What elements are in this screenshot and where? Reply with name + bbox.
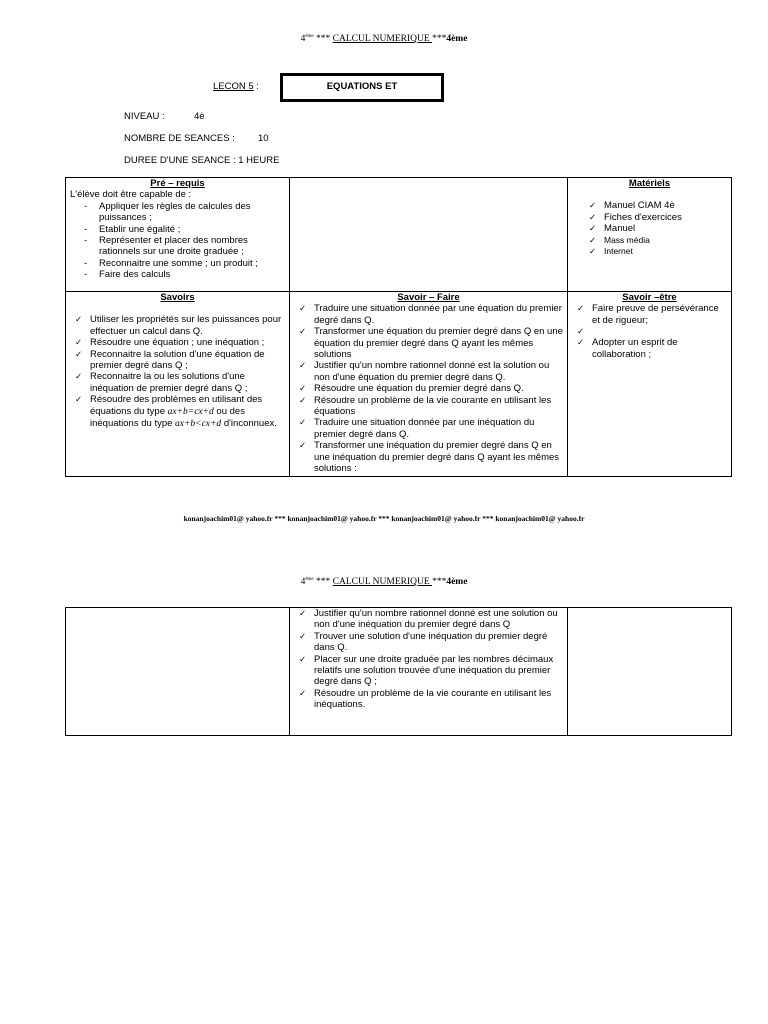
savoirs-text: ou des inéquations du type — [90, 405, 245, 430]
savoirs-text: d'inconnuex. — [221, 418, 277, 430]
table-row — [66, 292, 732, 477]
prerequis-title: Pré – requis — [150, 178, 205, 189]
list-item: - Etablir une égalité ; — [70, 224, 285, 235]
savoirs-text: Résoudre des problèmes en utilisant des équations du type — [90, 394, 263, 417]
niveau-line — [124, 111, 165, 122]
header-grade: 4 — [300, 34, 306, 45]
lesson-table — [65, 177, 732, 477]
equation-formula: ax+b=cx+d — [167, 406, 214, 417]
list-item: ✓ Utiliser les propriétés sur les puissances pour effectuer un calcul dans Q. — [70, 314, 285, 337]
lecon-colon: : — [253, 81, 259, 92]
header-subject: CALCUL NUMERIQUE — [332, 577, 433, 588]
header-stars: *** — [432, 577, 447, 588]
savoir-faire-list — [294, 608, 563, 711]
spacer — [572, 326, 727, 337]
list-item: ✓ Manuel — [572, 223, 727, 234]
page-footer: konanjoachim01@ yahoo.fr *** konanjoachim01@ yahoo.fr *** konanjoachim01@ yahoo.fr *** konanjoachim01@ yahoo.fr — [183, 514, 585, 523]
inequation-formula: ax+b<cx+d — [175, 419, 222, 430]
table-row — [66, 178, 732, 292]
materiels-cell — [568, 178, 732, 292]
list-item: ✓ Résoudre une équation du premier degré dans Q. — [294, 383, 563, 394]
list-item: ✓ Fiches d'exercices — [572, 212, 727, 223]
prerequis-cell — [66, 178, 290, 292]
seances-line — [124, 133, 235, 144]
header-grade-sup: ème — [305, 577, 314, 582]
savoirs-list — [70, 314, 285, 430]
seances-value: 10 — [258, 133, 269, 144]
list-item: ✓ Résoudre une équation ; une inéquation ; — [70, 337, 285, 348]
list-item: ✓ Résoudre un problème de la vie courante en utilisant les inéquations. — [294, 688, 563, 711]
prerequis-list — [70, 201, 285, 281]
table-row — [66, 608, 732, 736]
header-grade: 4 — [300, 577, 306, 588]
lecon-title: EQUATIONS ET — [326, 81, 398, 92]
duree-line: DUREE D'UNE SEANCE : 1 HEURE — [124, 155, 280, 166]
list-item: - Reconnaitre une somme ; un produit ; — [70, 258, 285, 269]
savoir-faire-list — [294, 303, 563, 474]
savoir-etre-cell — [568, 292, 732, 477]
header-stars: *** — [313, 577, 333, 588]
materiels-title: Matériels — [628, 178, 671, 189]
savoir-etre-title: Savoir –être — [622, 292, 677, 303]
savoir-etre-list — [572, 303, 727, 360]
list-item: ✓ Justifier qu'un nombre rationnel donné est une solution ou non d'une inéquation du premier degré dans Q — [294, 608, 563, 631]
header-grade-bold: 4ème — [446, 577, 468, 588]
list-item: ✓ Reconnaitre la solution d'une équation de premier degré dans Q ; — [70, 349, 285, 372]
list-item: ✓ Faire preuve de persévérance et de rigueur; — [572, 303, 727, 326]
seances-label: NOMBRE DE SEANCES : — [124, 133, 235, 144]
list-item: ✓ Manuel CIAM 4è — [572, 200, 727, 211]
header-stars: *** — [432, 34, 447, 45]
empty-cell — [66, 608, 290, 736]
list-item — [70, 394, 285, 430]
header-subject: CALCUL NUMERIQUE — [332, 34, 433, 45]
list-item: - Appliquer les règles de calcules des puissances ; — [70, 201, 285, 224]
list-item: ✓ Reconnaitre la ou les solutions d'une inéquation de premier degré dans Q ; — [70, 371, 285, 394]
continuation-table — [65, 607, 732, 736]
header-grade-sup: ème — [305, 34, 314, 39]
header-grade-bold: 4ème — [446, 34, 468, 45]
prerequis-intro: L'élève doit être capable de : — [70, 189, 192, 201]
list-item: ✓ Justifier qu'un nombre rationnel donné est la solution ou non d'une équation du premier degré dans Q. — [294, 360, 563, 383]
header-stars: *** — [313, 34, 333, 45]
page-header — [0, 577, 768, 587]
list-item: ✓ Résoudre un problème de la vie courante en utilisant les équations — [294, 395, 563, 418]
page-header — [0, 34, 768, 44]
niveau-label: NIVEAU : — [124, 111, 165, 122]
savoir-faire-cell — [290, 292, 568, 477]
list-item: ✓ Internet — [572, 246, 727, 257]
list-item: ✓ Transformer une inéquation du premier degré dans Q en une inéquation du premier degré dans Q ayant les mêmes solutions : — [294, 440, 563, 474]
savoirs-cell — [66, 292, 290, 477]
empty-cell — [290, 178, 568, 292]
savoirs-title: Savoirs — [160, 292, 195, 303]
list-item: ✓ Trouver une solution d'une inéquation du premier degré dans Q. — [294, 631, 563, 654]
list-item: ✓ Transformer une équation du premier degré dans Q en une équation du premier degré dans Q ayant les mêmes solutions — [294, 326, 563, 360]
list-item: ✓ Traduire une situation donnée par une inéquation du premier degré dans Q. — [294, 417, 563, 440]
savoir-faire-cell — [290, 608, 568, 736]
list-item: - Représenter et placer des nombres rationnels sur une droite graduée ; — [70, 235, 285, 258]
list-item: ✓ Mass média — [572, 235, 727, 246]
niveau-value: 4è — [194, 111, 205, 122]
list-item: ✓ Traduire une situation donnée par une équation du premier degré dans Q. — [294, 303, 563, 326]
empty-cell — [568, 608, 732, 736]
lecon-line — [213, 81, 259, 92]
list-item: - Faire des calculs — [70, 269, 285, 280]
list-item: ✓ Adopter un esprit de collaboration ; — [572, 337, 727, 360]
savoir-faire-title: Savoir – Faire — [397, 292, 460, 303]
list-item: ✓ Placer sur une droite graduée par les nombres décimaux relatifs une solution trouvée d'une inéquation du premier degré dans Q ; — [294, 654, 563, 688]
lecon-label: LECON 5 — [213, 81, 254, 92]
materiels-list — [572, 200, 727, 257]
lecon-title-box — [280, 73, 444, 102]
